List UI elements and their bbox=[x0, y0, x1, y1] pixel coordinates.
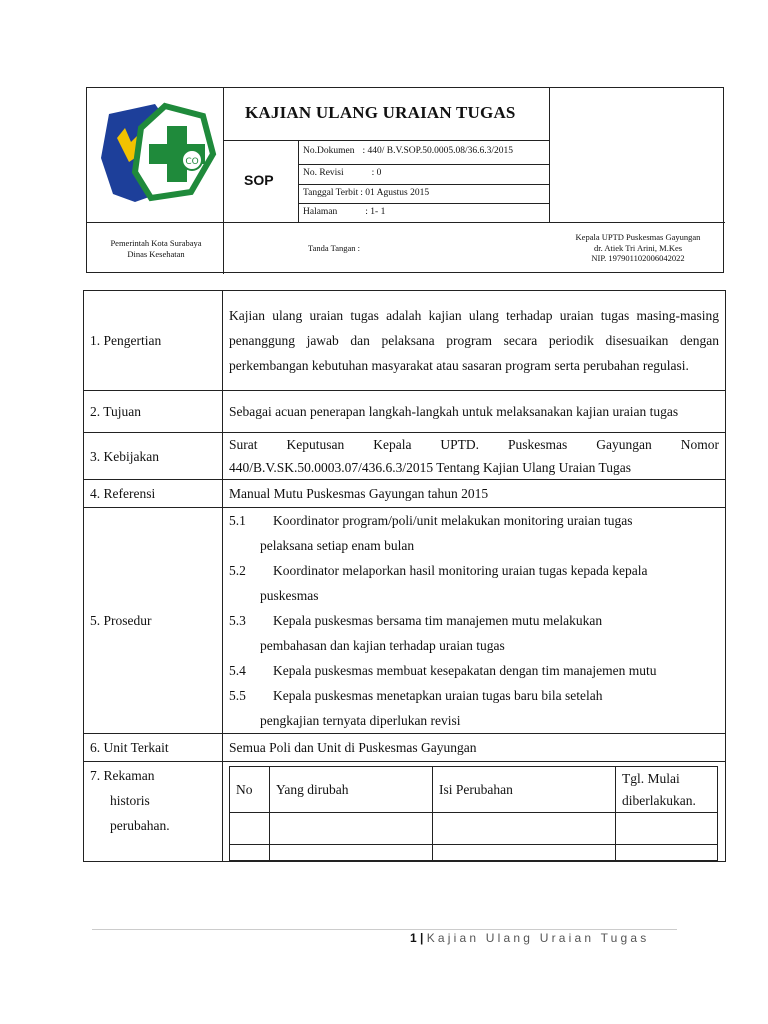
row-prosedur bbox=[84, 508, 726, 734]
revision-history-cell bbox=[223, 762, 726, 862]
revision-row bbox=[230, 845, 718, 861]
col-yang-dirubah: Yang dirubah bbox=[270, 767, 433, 813]
row-kebijakan bbox=[84, 433, 726, 480]
row-unit-terkait bbox=[84, 734, 726, 762]
footer-title: Kajian Ulang Uraian Tugas bbox=[426, 931, 650, 945]
row-content: Manual Mutu Puskesmas Gayungan tahun 2015 bbox=[223, 480, 726, 508]
row-label: 6. Unit Terkait bbox=[84, 734, 223, 762]
procedure-step: 5.4 Kepala puskesmas membuat kesepakatan dengan tim manajemen mutu bbox=[229, 663, 657, 678]
procedure-step: 5.1 Koordinator program/poli/unit melakukan monitoring uraian tugas pelaksana setiap enam bulan bbox=[229, 513, 633, 553]
head-of-puskesmas: Kepala UPTD Puskesmas Gayungan dr. Atiek Tri Arini, M.Kes NIP. 197901102006042022 bbox=[575, 232, 701, 263]
row-content: Kajian ulang uraian tugas adalah kajian ulang terhadap uraian tugas masing-masing penanggung jawab dan pelaksana program secara periodik disesuaikan dengan perkembangan kebutuhan masyarakat atau sasaran program serta perubahan regulasi. bbox=[223, 291, 726, 391]
row-label: 3. Kebijakan bbox=[84, 433, 223, 480]
procedure-list bbox=[223, 508, 726, 734]
page-footer: 1 | Kajian Ulang Uraian Tugas bbox=[410, 931, 650, 945]
sop-content-table bbox=[83, 290, 726, 862]
signature-label: Tanda Tangan : bbox=[308, 243, 360, 253]
meta-no-dokumen: No.Dokumen : 440/ B.V.SOP.50.0005.08/36.6.3/2015 bbox=[303, 146, 513, 156]
row-pengertian bbox=[84, 291, 726, 391]
page-number: 1 bbox=[410, 931, 417, 945]
row-tujuan bbox=[84, 391, 726, 433]
col-no: No bbox=[230, 767, 270, 813]
sop-label: SOP bbox=[244, 172, 274, 188]
col-tgl-mulai: Tgl. Mulai diberlakukan. bbox=[616, 767, 718, 813]
revision-row bbox=[230, 813, 718, 845]
org-name: Pemerintah Kota Surabaya Dinas Kesehatan bbox=[110, 238, 202, 259]
row-content: Surat Keputusan Kepala UPTD. Puskesmas Gayungan Nomor 440/B.V.SK.50.0003.07/436.6.3/2015 Tentang Kajian Ulang Uraian Tugas bbox=[223, 433, 726, 480]
row-label: 2. Tujuan bbox=[84, 391, 223, 433]
meta-tanggal-terbit: Tanggal Terbit : 01 Agustus 2015 bbox=[303, 188, 430, 198]
row-rekaman bbox=[84, 762, 726, 862]
footer-divider bbox=[92, 929, 677, 930]
row-referensi bbox=[84, 480, 726, 508]
meta-halaman: Halaman : 1- 1 bbox=[303, 207, 386, 217]
revision-history-table bbox=[229, 766, 718, 861]
logo-text: CO bbox=[185, 157, 199, 167]
row-content: Sebagai acuan penerapan langkah-langkah untuk melaksanakan kajian uraian tugas bbox=[223, 391, 726, 433]
col-isi-perubahan: Isi Perubahan bbox=[433, 767, 616, 813]
row-content: Semua Poli dan Unit di Puskesmas Gayungan bbox=[223, 734, 726, 762]
row-label: 4. Referensi bbox=[84, 480, 223, 508]
row-label: 1. Pengertian bbox=[84, 291, 223, 391]
sop-header bbox=[86, 87, 724, 273]
document-title: KAJIAN ULANG URAIAN TUGAS bbox=[245, 103, 516, 122]
procedure-step: 5.5 Kepala puskesmas menetapkan uraian tugas baru bila setelah pengkajian ternyata diperlukan revisi bbox=[229, 688, 603, 728]
puskesmas-logo-icon bbox=[95, 98, 219, 210]
revision-header-row bbox=[230, 767, 718, 813]
meta-no-revisi: No. Revisi : 0 bbox=[303, 168, 382, 178]
procedure-step: 5.3 Kepala puskesmas bersama tim manajemen mutu melakukan pembahasan dan kajian terhadap uraian tugas bbox=[229, 613, 603, 653]
procedure-step: 5.2 Koordinator melaporkan hasil monitoring uraian tugas kepada kepala puskesmas bbox=[229, 563, 648, 603]
row-label: 5. Prosedur bbox=[84, 508, 223, 734]
row-label: 7. Rekaman historis perubahan. bbox=[84, 762, 223, 862]
